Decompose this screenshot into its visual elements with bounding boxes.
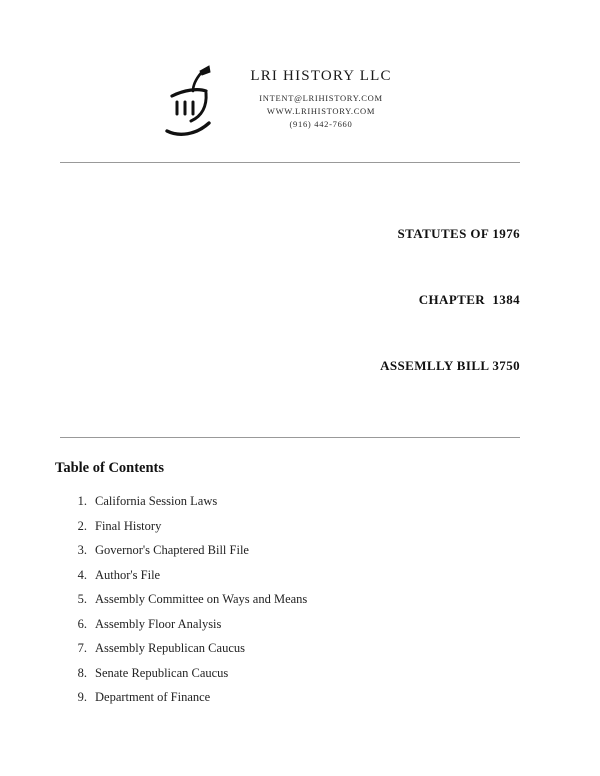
company-phone: (916) 442-7660 — [289, 119, 353, 129]
divider-bottom — [60, 437, 520, 438]
company-contact-block — [250, 62, 391, 131]
toc-item-number: 9. — [77, 690, 87, 704]
toc-item-number: 4. — [77, 567, 87, 582]
toc-item-label: Final History — [95, 518, 162, 533]
toc-item — [70, 520, 600, 533]
toc-item-number: 1. — [77, 494, 87, 508]
statute-title-block — [0, 163, 600, 421]
toc-item-label: Department of Finance — [95, 690, 211, 704]
toc-item-number: 6. — [77, 616, 87, 631]
toc-item-number: 2. — [77, 518, 87, 533]
toc-item-number: 5. — [77, 592, 87, 606]
toc-heading: Table of Contents — [55, 460, 165, 476]
toc-item — [70, 544, 600, 557]
toc-item-label: Assembly Floor Analysis — [95, 616, 222, 631]
toc-item-label: Author's File — [95, 567, 161, 582]
toc-item — [70, 495, 600, 508]
toc-item-label: Senate Republican Caucus — [95, 665, 229, 680]
toc-item-label: Assembly Committee on Ways and Means — [95, 592, 308, 606]
company-name: LRI HISTORY LLC — [250, 68, 392, 84]
toc-item-number: 8. — [77, 665, 87, 680]
company-email: INTENT@LRIHISTORY.COM — [259, 93, 383, 103]
statute-line-statutes: STATUTES OF 1976 — [397, 226, 520, 241]
company-logo-icon — [160, 62, 220, 142]
toc-item — [70, 691, 600, 704]
toc-item — [70, 569, 600, 582]
toc-item — [70, 667, 600, 680]
statute-line-bill: ASSEMLLY BILL 3750 — [380, 358, 520, 373]
toc-item-number: 7. — [77, 641, 87, 655]
letterhead — [0, 0, 576, 142]
toc-item-label: Governor's Chaptered Bill File — [95, 543, 249, 557]
toc-item-number: 3. — [77, 543, 87, 557]
toc-item — [70, 618, 600, 631]
toc-item — [70, 642, 600, 655]
toc-list — [70, 495, 600, 704]
company-website: WWW.LRIHISTORY.COM — [266, 106, 376, 116]
toc-item-label: Assembly Republican Caucus — [95, 641, 245, 655]
toc-item — [70, 593, 600, 606]
statute-line-chapter: CHAPTER 1384 — [418, 292, 520, 307]
toc-item-label: California Session Laws — [95, 494, 218, 508]
